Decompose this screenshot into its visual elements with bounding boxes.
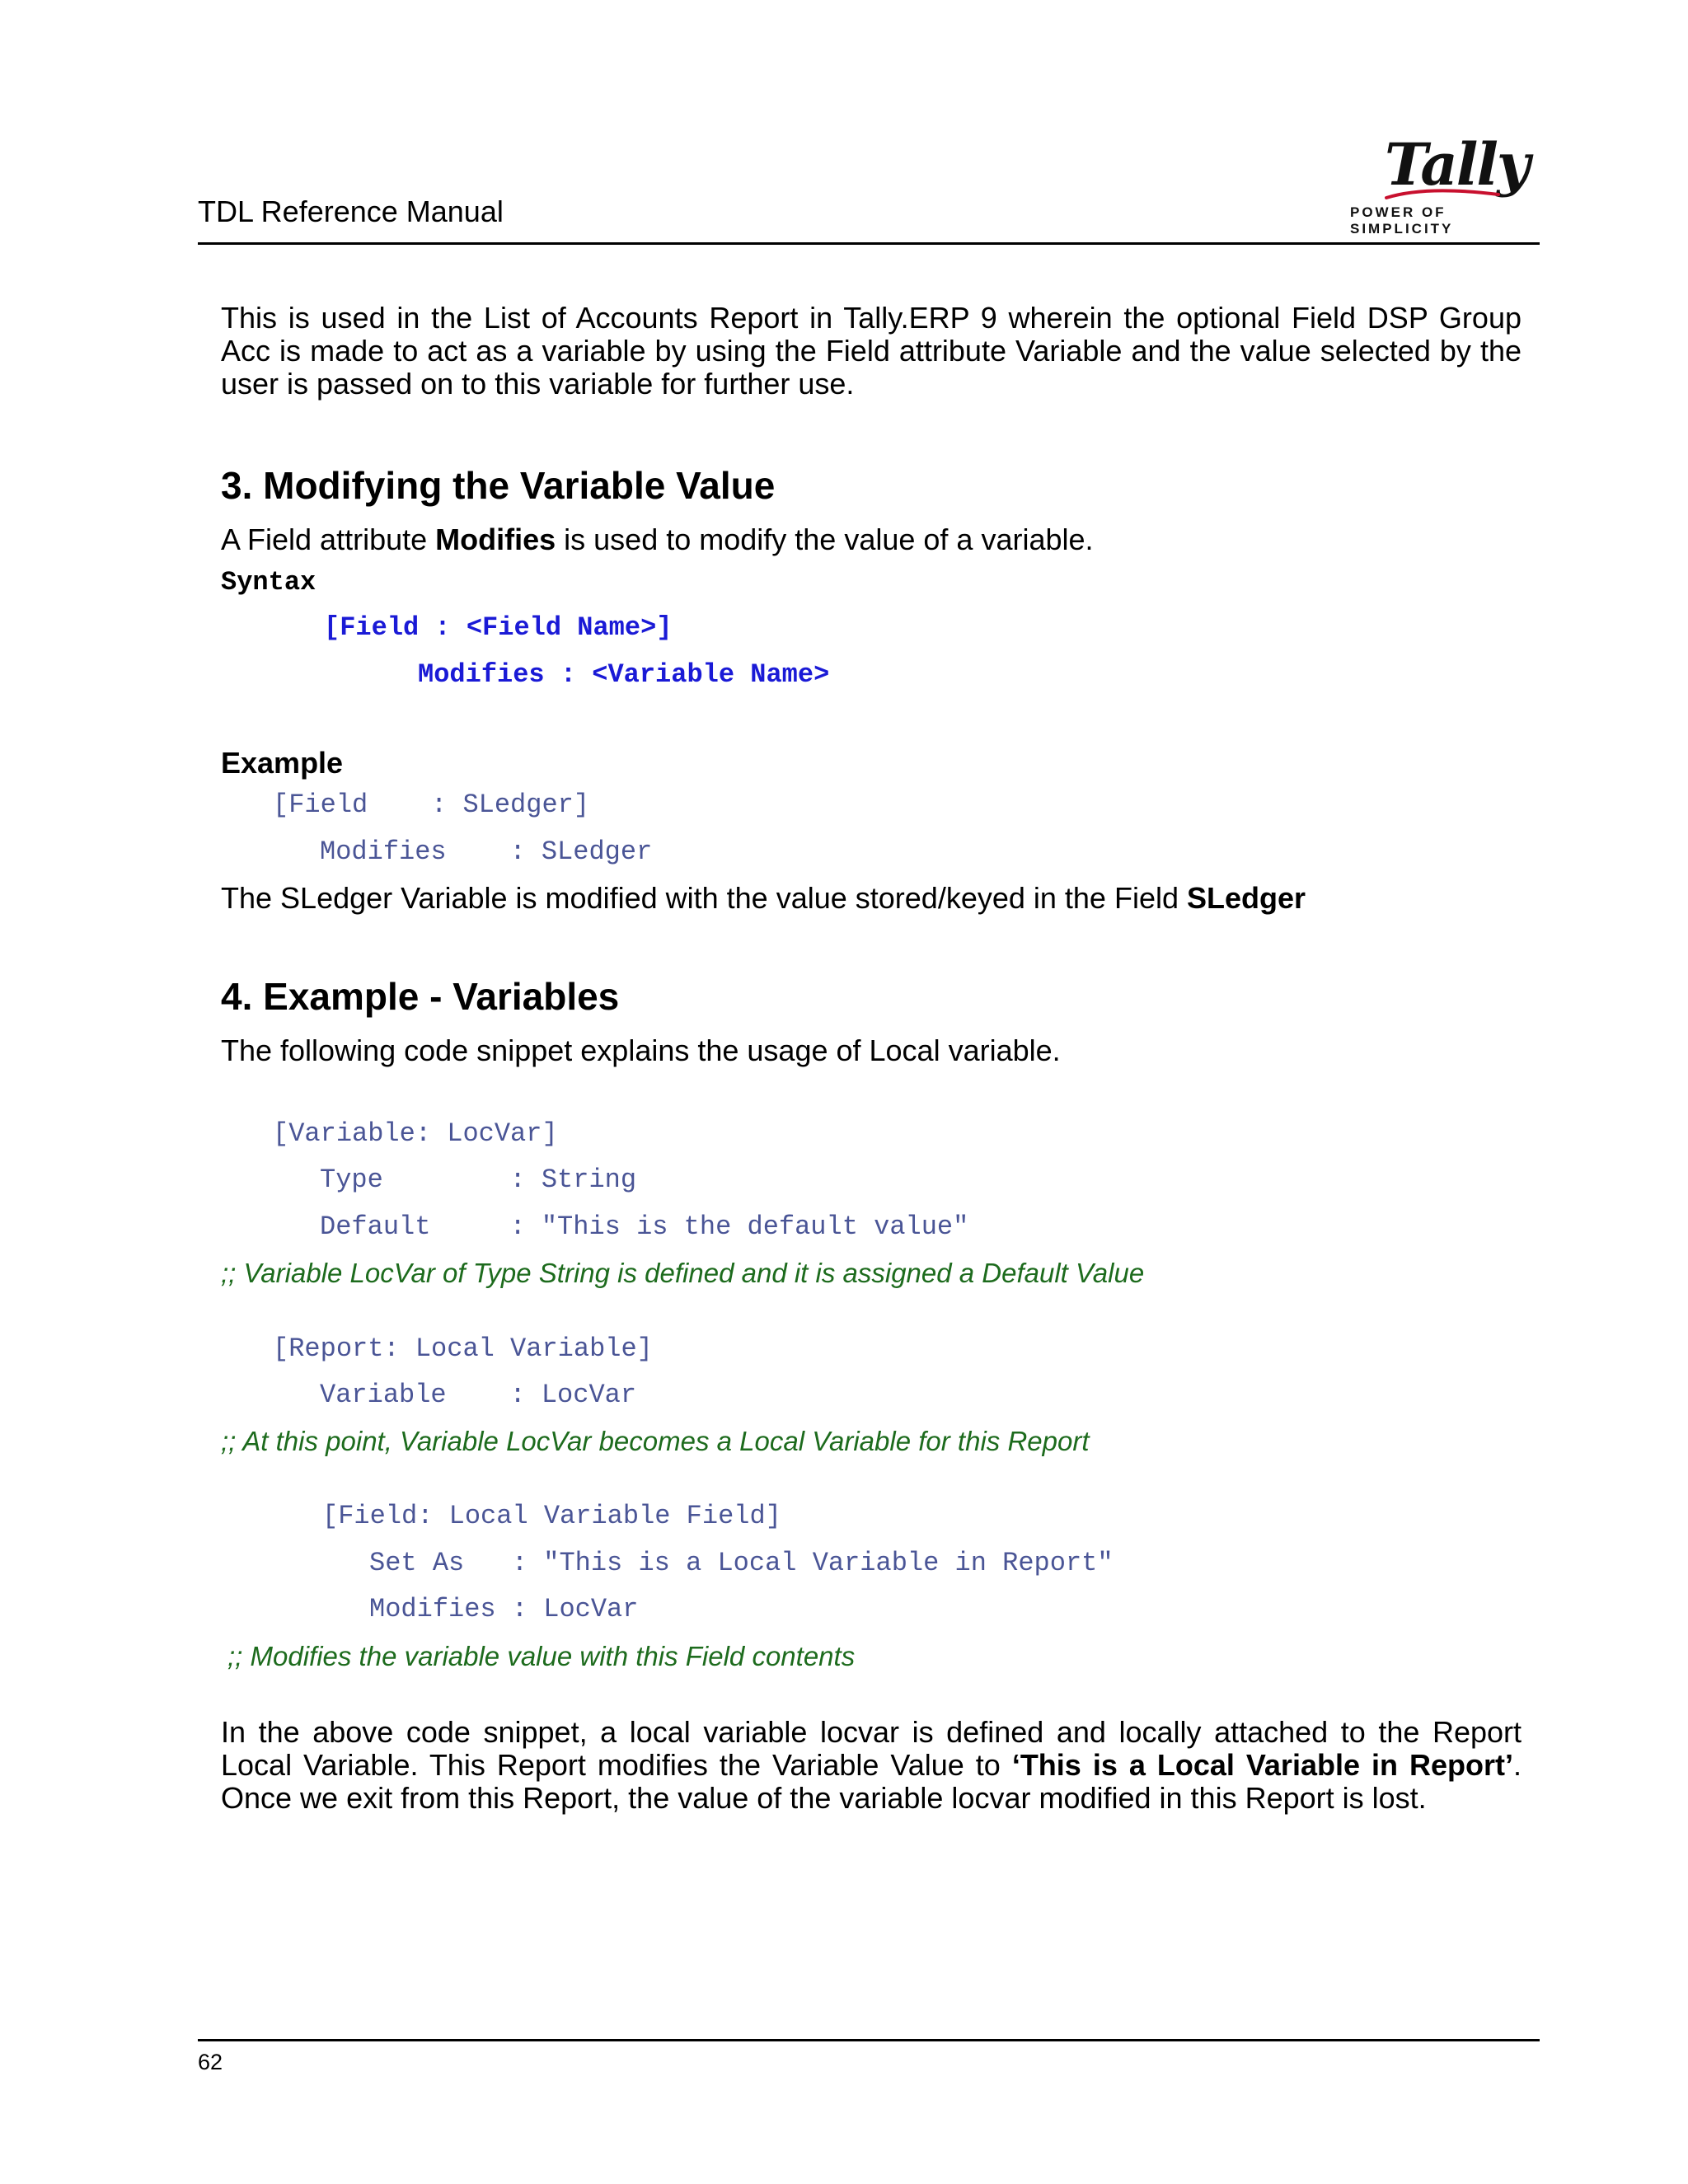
page-number: 62 bbox=[198, 2050, 223, 2074]
section-4-heading: 4. Example - Variables bbox=[221, 975, 620, 1018]
example-code-line-2: Modifies : SLedger bbox=[320, 837, 653, 867]
logo-wordmark: Tally bbox=[1385, 130, 1529, 199]
code-comment-2: ;; At this point, Variable LocVar becomes a Local Variable for this Report bbox=[221, 1426, 1090, 1456]
result-text: The SLedger Variable is modified with the value stored/keyed in the Field bbox=[221, 881, 1187, 915]
closing-text-2: . Once we exit from this Report, the value of the variable locvar modified in this Report is lost. bbox=[221, 1748, 1522, 1815]
code-report-variable: Variable : LocVar bbox=[320, 1380, 637, 1410]
code-variable-type: Type : String bbox=[320, 1165, 637, 1195]
code-comment-3: ;; Modifies the variable value with this Field contents bbox=[227, 1641, 856, 1671]
header-divider bbox=[198, 242, 1540, 245]
code-variable-default: Default : "This is the default value" bbox=[320, 1212, 969, 1242]
intro-paragraph: This is used in the List of Accounts Report in Tally.ERP 9 wherein the optional Field DSP Group Acc is made to act as a variable by using the Field attribute Variable and the value selected by the user is passed on to this variable for further use. bbox=[221, 301, 1522, 401]
desc-text-end: is used to modify the value of a variable. bbox=[556, 523, 1094, 556]
code-field-modifies: Modifies : LocVar bbox=[369, 1594, 639, 1624]
code-variable-def: [Variable: LocVar] bbox=[273, 1118, 558, 1149]
result-keyword: SLedger bbox=[1187, 881, 1306, 915]
document-title: TDL Reference Manual bbox=[198, 194, 504, 228]
closing-text-1: In the above code snippet, a local variable locvar is defined and locally attached to the Report Local Variable. This Report modifies the Variable Value to bbox=[221, 1715, 1522, 1782]
syntax-line-1: [Field : <Field Name>] bbox=[324, 612, 673, 643]
tally-logo bbox=[1343, 130, 1541, 237]
example-code-line-1: [Field : SLedger] bbox=[273, 790, 590, 820]
logo-tagline: POWER OF SIMPLICITY bbox=[1350, 204, 1454, 237]
code-field-def: [Field: Local Variable Field] bbox=[322, 1501, 781, 1531]
closing-paragraph bbox=[221, 1716, 1522, 1815]
example-label: Example bbox=[221, 746, 344, 780]
section-3-description bbox=[221, 523, 1522, 556]
desc-keyword: Modifies bbox=[435, 523, 556, 556]
code-report-def: [Report: Local Variable] bbox=[273, 1333, 653, 1364]
code-comment-1: ;; Variable LocVar of Type String is defined and it is assigned a Default Value bbox=[221, 1258, 1145, 1288]
closing-highlight: ‘This is a Local Variable in Report’ bbox=[1011, 1748, 1513, 1782]
example-result-text bbox=[221, 882, 1522, 915]
syntax-label: Syntax bbox=[221, 567, 316, 598]
footer-divider bbox=[198, 2039, 1540, 2041]
desc-text: A Field attribute bbox=[221, 523, 436, 556]
syntax-line-2: Modifies : <Variable Name> bbox=[418, 659, 830, 690]
section-4-description: The following code snippet explains the usage of Local variable. bbox=[221, 1033, 1061, 1067]
code-field-setas: Set As : "This is a Local Variable in Report" bbox=[369, 1548, 1114, 1578]
section-3-heading: 3. Modifying the Variable Value bbox=[221, 464, 776, 507]
logo-swoosh-icon bbox=[1385, 186, 1500, 203]
